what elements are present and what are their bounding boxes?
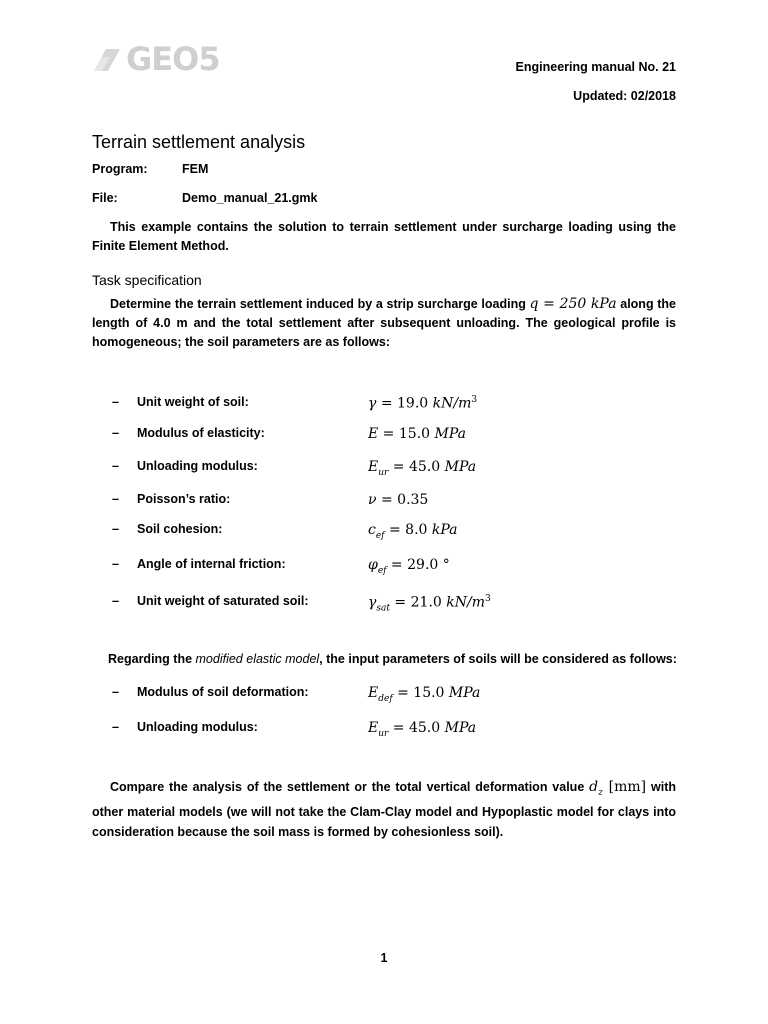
- parameter-unit: MPa: [434, 426, 466, 442]
- list-dash: –: [112, 557, 119, 571]
- page-number: 1: [380, 951, 388, 965]
- parameter-superscript: 3: [471, 395, 478, 405]
- parameter-symbol: E: [368, 459, 379, 475]
- parameter-row: [112, 426, 612, 452]
- parameter-subscript: def: [378, 693, 393, 704]
- geo5-logo: [92, 40, 220, 78]
- program-row: [92, 162, 208, 176]
- parameter-row: [112, 395, 612, 421]
- parameter-number: 15.0: [398, 426, 431, 442]
- parameter-row: [112, 459, 612, 485]
- parameter-symbol: φ: [368, 557, 378, 573]
- parameter-subscript: ef: [375, 530, 385, 541]
- parameter-unit: MPa: [448, 685, 481, 701]
- parameter-label: Unit weight of saturated soil:: [137, 594, 309, 608]
- model-text-after: , the input parameters of soils will be considered as follows:: [319, 652, 677, 666]
- parameter-number: 0.35: [397, 492, 429, 508]
- file-row: [92, 191, 317, 205]
- model-text-before: Regarding the: [108, 652, 196, 666]
- parameter-number: 29.0: [407, 557, 439, 573]
- task-paragraph: [92, 295, 676, 352]
- parameter-subscript: sat: [376, 603, 390, 614]
- list-dash: –: [112, 594, 119, 608]
- parameter-value: $E_{ur} = 45.0$ MPa: [368, 459, 477, 478]
- parameter-label: Poisson’s ratio:: [137, 492, 231, 506]
- parameter-label: Unloading modulus:: [137, 720, 258, 734]
- updated-date: Updated: 02/2018: [573, 89, 676, 103]
- task-heading: Task specification: [92, 272, 202, 288]
- parameter-label: Angle of internal friction:: [137, 557, 286, 571]
- page-title: Terrain settlement analysis: [92, 132, 306, 152]
- parameter-value: γ = 19.0 $kN/m^3$: [368, 395, 478, 412]
- parameter-label: Unloading modulus:: [137, 459, 258, 473]
- list-dash: –: [112, 459, 119, 473]
- list-dash: –: [112, 395, 119, 409]
- model-emphasis: modified elastic model: [195, 652, 320, 666]
- parameter-symbol: E: [368, 720, 379, 736]
- logo-text: GEO5: [126, 40, 220, 78]
- logo-mark-icon: [92, 45, 122, 73]
- parameter-symbol: ν: [368, 492, 377, 508]
- parameter-number: 8.0: [405, 522, 428, 538]
- parameter-symbol: γ: [368, 594, 377, 611]
- parameter-value: $c_{ef} = 8.0$ kPa: [368, 522, 458, 541]
- parameter-unit: kN/m: [446, 594, 485, 611]
- deformation-sub: z: [598, 787, 603, 798]
- parameter-subscript: ur: [378, 728, 389, 739]
- parameter-number: 19.0: [397, 395, 429, 412]
- parameter-value: $\varphi_{ef} = 29.0$ °: [368, 557, 450, 576]
- parameter-value: $E_{ur} = 45.0$ MPa: [368, 720, 477, 739]
- parameter-symbol: c: [368, 522, 376, 538]
- parameter-value: E = 15.0 MPa: [368, 426, 466, 442]
- parameter-value: $E_{def} = 15.0$ MPa: [368, 685, 481, 704]
- parameter-label: Modulus of soil deformation:: [137, 685, 309, 699]
- parameter-value: ν = 0.35: [368, 492, 429, 508]
- parameter-row: [112, 685, 612, 711]
- manual-number: Engineering manual No. 21: [515, 60, 676, 74]
- parameter-superscript: 3: [484, 594, 491, 604]
- parameter-subscript: ur: [378, 467, 389, 478]
- parameter-unit: kN/m: [432, 395, 472, 412]
- list-dash: –: [112, 426, 119, 440]
- task-text-before: Determine the terrain settlement induced by a strip surcharge loading: [110, 297, 530, 311]
- program-label: Program:: [92, 162, 148, 176]
- parameter-symbol: γ: [368, 395, 377, 412]
- parameter-number: 45.0: [408, 720, 441, 736]
- parameter-value: $\gamma_{sat} = 21.0$ $kN/m^3$: [368, 594, 491, 614]
- deformation-symbol: d: [589, 779, 599, 795]
- list-dash: –: [112, 685, 119, 699]
- load-formula: q = 250 kPa: [529, 296, 617, 312]
- parameter-row: [112, 720, 612, 746]
- deformation-unit: [mm]: [608, 779, 647, 795]
- parameter-row: [112, 522, 612, 548]
- compare-paragraph: [92, 778, 676, 842]
- list-dash: –: [112, 492, 119, 506]
- parameter-row: [112, 594, 612, 620]
- parameter-unit: MPa: [444, 459, 477, 475]
- parameter-label: Soil cohesion:: [137, 522, 223, 536]
- list-dash: –: [112, 522, 119, 536]
- parameter-symbol: E: [368, 685, 379, 701]
- parameter-unit: MPa: [444, 720, 477, 736]
- modified-model-paragraph: [108, 652, 677, 666]
- compare-text-after: with other material models (we will not take the Clam-Clay model and Hypoplastic model for clays into consideration because the soil mass is formed by cohesionless soil).: [92, 780, 676, 839]
- parameter-row: [112, 557, 612, 583]
- intro-paragraph: This example contains the solution to terrain settlement under surcharge loading using the Finite Element Method.: [92, 220, 676, 253]
- compare-text-before: Compare the analysis of the settlement or the total vertical deformation value: [110, 780, 590, 794]
- list-dash: –: [112, 720, 119, 734]
- parameter-symbol: E: [368, 426, 379, 442]
- parameter-label: Modulus of elasticity:: [137, 426, 265, 440]
- parameter-label: Unit weight of soil:: [137, 395, 249, 409]
- parameter-subscript: ef: [377, 565, 387, 576]
- parameter-unit: kPa: [431, 522, 458, 538]
- parameter-number: 45.0: [408, 459, 441, 475]
- task-text-after: along the length of 4.0 m and the total settlement after subsequent unloading. The geological profile is homogeneous; the soil parameters are as follows:: [92, 297, 677, 349]
- deformation-formula: [589, 779, 647, 798]
- parameter-number: 21.0: [410, 594, 442, 611]
- file-label: File:: [92, 191, 118, 205]
- parameter-row: [112, 492, 612, 518]
- file-value: Demo_manual_21.gmk: [182, 191, 318, 205]
- program-value: FEM: [182, 162, 209, 176]
- parameter-unit: °: [442, 557, 450, 573]
- parameter-number: 15.0: [413, 685, 445, 701]
